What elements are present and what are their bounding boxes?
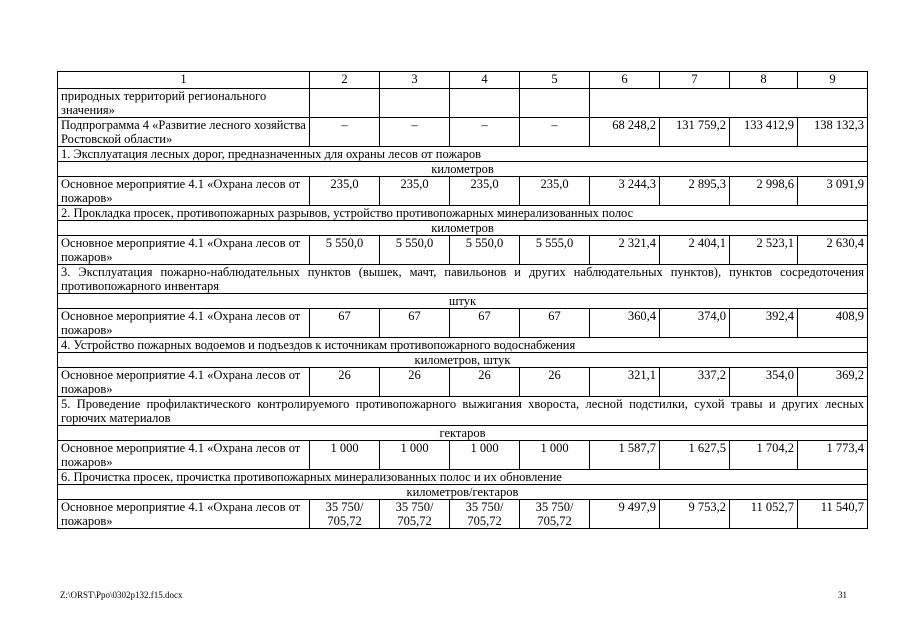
table-row [58,441,868,470]
value-cell: 35 750/ 705,72 [310,500,380,529]
column-header: 4 [450,72,520,89]
value-cell: – [310,118,380,147]
value-cell: 5 550,0 [450,236,520,265]
unit-label: километров [58,221,868,236]
column-header: 3 [380,72,450,89]
value-cell: 235,0 [450,177,520,206]
section-row [58,397,868,426]
value-cell: 1 627,5 [660,441,730,470]
footer-file-path: Z:\ORST\Ppo\0302p132.f15.docx [60,590,183,600]
table-row [58,309,868,338]
section-title: 2. Прокладка просек, противопожарных разрывов, устройство противопожарных минерализованных полос [58,206,868,221]
value-cell: 374,0 [660,309,730,338]
value-cell: 26 [310,368,380,397]
column-header: 7 [660,72,730,89]
section-row [58,206,868,221]
value-cell: 360,4 [590,309,660,338]
value-cell: 354,0 [730,368,798,397]
table-row [58,368,868,397]
program-table [57,71,868,529]
column-header: 2 [310,72,380,89]
row-label: Подпрограмма 4 «Развитие лесного хозяйства Ростовской области» [58,118,310,147]
value-cell: 133 412,9 [730,118,798,147]
unit-row [58,485,868,500]
value-cell: 5 555,0 [520,236,590,265]
value-cell: 235,0 [310,177,380,206]
row-label: Основное мероприятие 4.1 «Охрана лесов от пожаров» [58,368,310,397]
value-cell: 321,1 [590,368,660,397]
column-header: 8 [730,72,798,89]
value-cell: 5 550,0 [380,236,450,265]
row-label: Основное мероприятие 4.1 «Охрана лесов от пожаров» [58,236,310,265]
column-header: 9 [798,72,868,89]
column-header: 5 [520,72,590,89]
unit-label: штук [58,294,868,309]
value-cell: 1 773,4 [798,441,868,470]
section-row [58,470,868,485]
value-cell: – [520,118,590,147]
section-title: 1. Эксплуатация лесных дорог, предназначенных для охраны лесов от пожаров [58,147,868,162]
value-cell: 1 000 [520,441,590,470]
section-row [58,265,868,294]
row-label: Основное мероприятие 4.1 «Охрана лесов от пожаров» [58,441,310,470]
row-label: Основное мероприятие 4.1 «Охрана лесов от пожаров» [58,500,310,529]
value-cell [590,89,868,118]
value-cell: 67 [450,309,520,338]
value-cell: 67 [520,309,590,338]
unit-row [58,221,868,236]
page-number: 31 [838,590,847,600]
value-cell: 235,0 [380,177,450,206]
value-cell: 138 132,3 [798,118,868,147]
value-cell: 11 052,7 [730,500,798,529]
unit-row [58,294,868,309]
value-cell: 2 998,6 [730,177,798,206]
unit-label: километров, штук [58,353,868,368]
table-row [58,177,868,206]
value-cell: 35 750/ 705,72 [380,500,450,529]
value-cell: 68 248,2 [590,118,660,147]
section-title: 3. Эксплуатация пожарно-наблюдательных пунктов (вышек, мачт, павильонов и других наблюдательных пунктов), пунктов сосредоточения противопожарного инвентаря [58,265,868,294]
value-cell: 1 704,2 [730,441,798,470]
table-row [58,500,868,529]
value-cell: 2 895,3 [660,177,730,206]
table-row [58,236,868,265]
value-cell: 26 [450,368,520,397]
column-header: 1 [58,72,310,89]
row-label: Основное мероприятие 4.1 «Охрана лесов от пожаров» [58,309,310,338]
value-cell: 67 [310,309,380,338]
unit-label: километров/гектаров [58,485,868,500]
unit-label: километров [58,162,868,177]
value-cell: 1 000 [310,441,380,470]
value-cell: 9 497,9 [590,500,660,529]
value-cell [380,89,450,118]
section-title: 4. Устройство пожарных водоемов и подъездов к источникам противопожарного водоснабжения [58,338,868,353]
unit-label: гектаров [58,426,868,441]
value-cell: 131 759,2 [660,118,730,147]
value-cell: 369,2 [798,368,868,397]
value-cell: 392,4 [730,309,798,338]
value-cell: 337,2 [660,368,730,397]
value-cell: 1 587,7 [590,441,660,470]
value-cell: 408,9 [798,309,868,338]
value-cell: 9 753,2 [660,500,730,529]
section-title: 6. Прочистка просек, прочистка противопожарных минерализованных полос и их обновление [58,470,868,485]
value-cell: 35 750/ 705,72 [450,500,520,529]
value-cell: 2 523,1 [730,236,798,265]
value-cell: – [380,118,450,147]
value-cell: 26 [520,368,590,397]
value-cell [450,89,520,118]
value-cell: 26 [380,368,450,397]
value-cell: 2 404,1 [660,236,730,265]
row-label: природных территорий регионального значения» [58,89,310,118]
header-row [58,72,868,89]
value-cell: 3 091,9 [798,177,868,206]
value-cell [310,89,380,118]
value-cell [520,89,590,118]
row-label: Основное мероприятие 4.1 «Охрана лесов от пожаров» [58,177,310,206]
value-cell: 2 630,4 [798,236,868,265]
table-row [58,89,868,118]
unit-row [58,162,868,177]
table-row [58,118,868,147]
section-row [58,338,868,353]
value-cell: 1 000 [450,441,520,470]
value-cell: 5 550,0 [310,236,380,265]
value-cell: 2 321,4 [590,236,660,265]
section-title: 5. Проведение профилактического контролируемого противопожарного выжигания хвороста, лесной подстилки, сухой травы и других лесных горючих материалов [58,397,868,426]
column-header: 6 [590,72,660,89]
value-cell: 1 000 [380,441,450,470]
value-cell: – [450,118,520,147]
value-cell: 67 [380,309,450,338]
value-cell: 35 750/ 705,72 [520,500,590,529]
unit-row [58,426,868,441]
unit-row [58,353,868,368]
value-cell: 235,0 [520,177,590,206]
section-row [58,147,868,162]
value-cell: 11 540,7 [798,500,868,529]
value-cell: 3 244,3 [590,177,660,206]
